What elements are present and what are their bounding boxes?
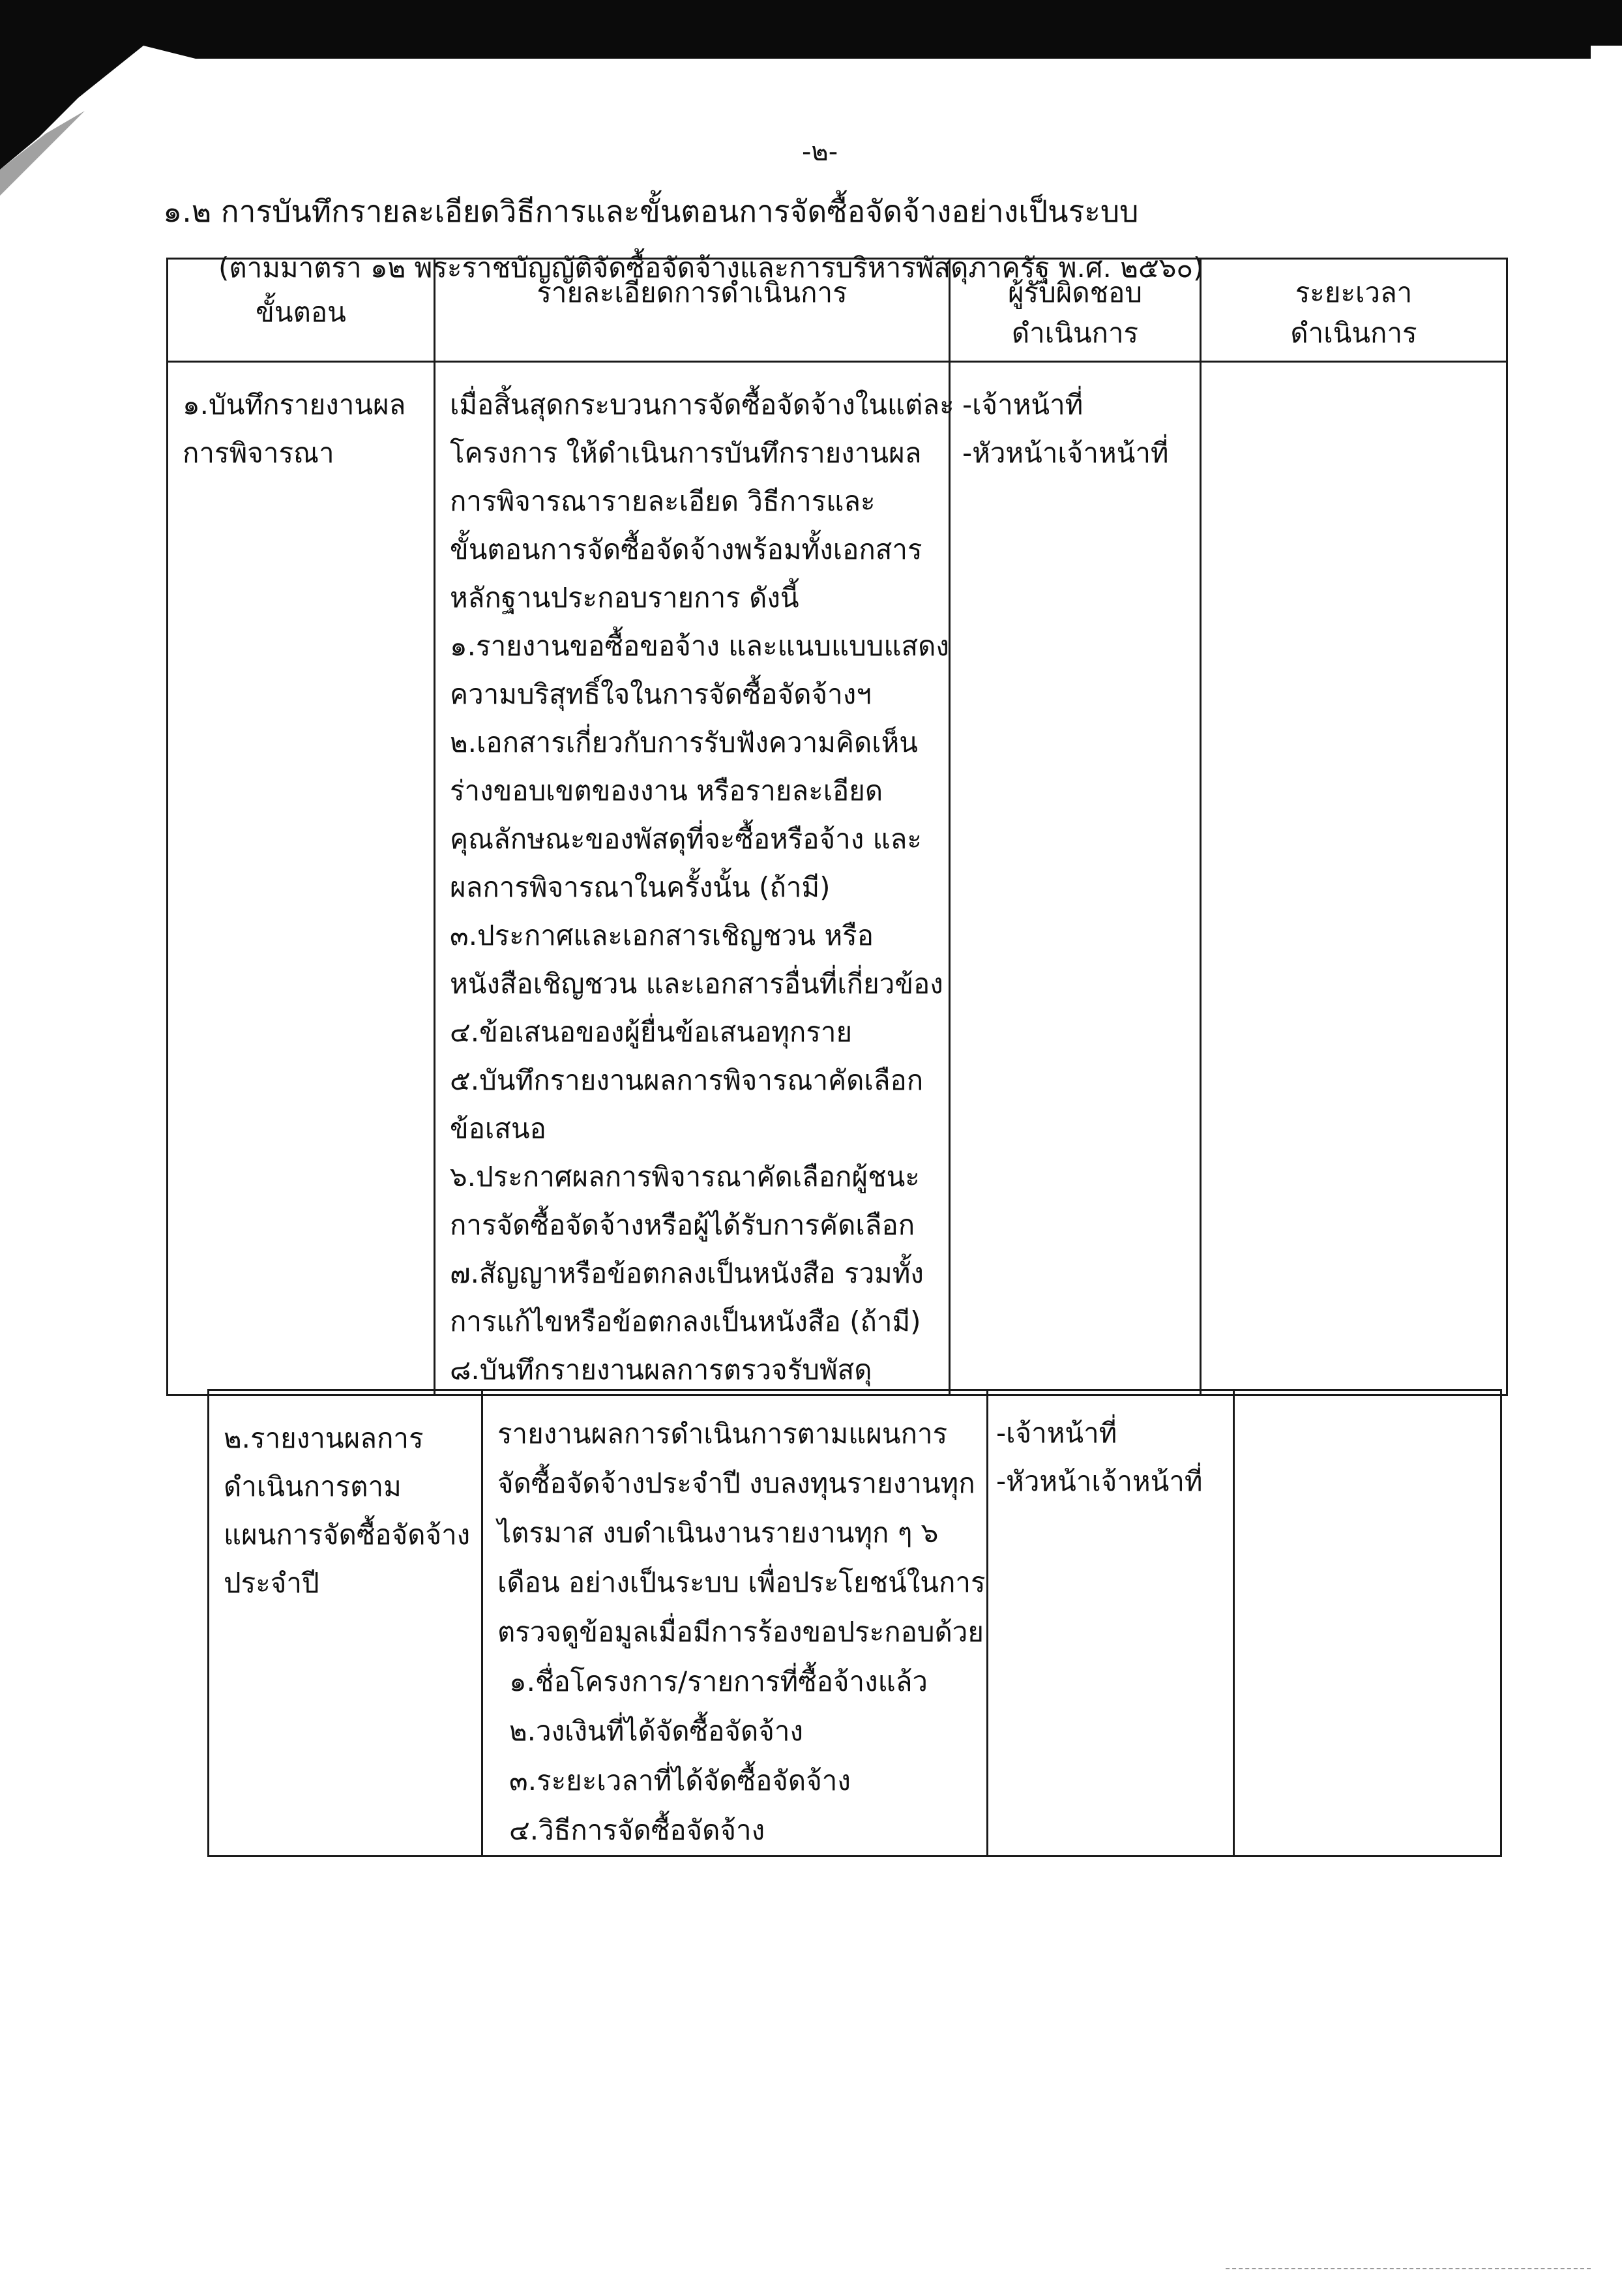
detail-line: ขั้นตอนการจัดซื้อจัดจ้างพร้อมทั้งเอกสาร — [450, 533, 922, 565]
step-cell — [209, 1390, 482, 1856]
detail-line: ๓.ประกาศและเอกสารเชิญชวน หรือ — [450, 919, 874, 951]
header-detail: รายละเอียดการดำเนินการ — [435, 259, 950, 362]
section-heading: ๑.๒ การบันทึกรายละเอียดวิธีการและขั้นตอนการจัดซื้อจัดจ้างอย่างเป็นระบบ — [163, 194, 1139, 229]
scan-noise — [1226, 2268, 1591, 2274]
detail-line: ๒.วงเงินที่ได้จัดซื้อจัดจ้าง — [509, 1715, 803, 1747]
duration-cell — [1234, 1390, 1501, 1856]
step-line: ดำเนินการตาม — [224, 1470, 402, 1502]
detail-line: ไตรมาส งบดำเนินงานรายงานทุก ๆ ๖ — [497, 1517, 939, 1549]
responsible-line: -หัวหน้าเจ้าหน้าที่ — [996, 1465, 1203, 1497]
detail-line: รายงานผลการดำเนินการตามแผนการ — [497, 1418, 948, 1450]
step-line: ประจำปี — [224, 1567, 319, 1599]
detail-line: ๕.บันทึกรายงานผลการพิจารณาคัดเลือก — [450, 1064, 924, 1096]
detail-line: การแก้ไขหรือข้อตกลงเป็นหนังสือ (ถ้ามี) — [450, 1305, 921, 1337]
detail-line: ๑.รายงานขอซื้อขอจ้าง และแนบแบบแสดง — [450, 630, 949, 662]
detail-line: ๗.สัญญาหรือข้อตกลงเป็นหนังสือ รวมทั้ง — [450, 1257, 924, 1289]
table-header-row — [168, 259, 1507, 362]
detail-line: คุณลักษณะของพัสดุที่จะซื้อหรือจ้าง และ — [450, 823, 922, 855]
responsible-cell — [988, 1390, 1234, 1856]
detail-line: ร่างขอบเขตของงาน หรือรายละเอียด — [450, 775, 883, 807]
table-row — [209, 1390, 1501, 1856]
detail-line: การพิจารณารายละเอียด วิธีการและ — [450, 485, 876, 517]
step-line: การพิจารณา — [183, 437, 334, 469]
detail-cell — [482, 1390, 988, 1856]
responsible-line: -หัวหน้าเจ้าหน้าที่ — [962, 437, 1169, 469]
detail-line: ๘.บันทึกรายงานผลการตรวจรับพัสดุ — [450, 1354, 872, 1386]
detail-line: ความบริสุทธิ์ใจในการจัดซื้อจัดจ้างฯ — [450, 678, 872, 710]
responsible-cell — [950, 362, 1201, 1395]
detail-line: การจัดซื้อจัดจ้างหรือผู้ได้รับการคัดเลือก — [450, 1209, 915, 1241]
detail-line: จัดซื้อจัดจ้างประจำปี งบลงทุนรายงานทุก — [497, 1467, 975, 1499]
detail-line: ผลการพิจารณาในครั้งนั้น (ถ้ามี) — [450, 871, 831, 903]
responsible-line: -เจ้าหน้าที่ — [962, 389, 1084, 421]
procurement-table-continued — [207, 1389, 1502, 1857]
duration-cell — [1201, 362, 1507, 1395]
detail-line: ๒.เอกสารเกี่ยวกับการรับฟังความคิดเห็น — [450, 726, 918, 758]
step-line: แผนการจัดซื้อจัดจ้าง — [224, 1519, 471, 1551]
step-cell — [168, 362, 435, 1395]
detail-line: ข้อเสนอ — [450, 1112, 546, 1144]
detail-cell — [435, 362, 954, 1395]
detail-line: ๖.ประกาศผลการพิจารณาคัดเลือกผู้ชนะ — [450, 1161, 920, 1193]
detail-line: ๓.ระยะเวลาที่ได้จัดซื้อจัดจ้าง — [509, 1765, 851, 1797]
detail-line: เดือน อย่างเป็นระบบ เพื่อประโยชน์ในการ — [497, 1566, 986, 1598]
responsible-line: -เจ้าหน้าที่ — [996, 1417, 1117, 1449]
detail-line: ๑.ชื่อโครงการ/รายการที่ซื้อจ้างแล้ว — [509, 1665, 928, 1697]
detail-line: ๔.วิธีการจัดซื้อจัดจ้าง — [509, 1814, 765, 1846]
step-line: ๑.บันทึกรายงานผล — [183, 389, 406, 421]
header-responsible: ผู้รับผิดชอบ ดำเนินการ — [950, 259, 1201, 362]
detail-line: โครงการ ให้ดำเนินการบันทึกรายงานผล — [450, 437, 922, 469]
detail-line: หนังสือเชิญชวน และเอกสารอื่นที่เกี่ยวข้อง — [450, 968, 943, 1000]
step-line: ๒.รายงานผลการ — [224, 1422, 424, 1454]
header-step: ขั้นตอน — [168, 259, 435, 362]
detail-line: ๔.ข้อเสนอของผู้ยื่นข้อเสนอทุกราย — [450, 1016, 853, 1048]
page-number: -๒- — [802, 137, 838, 167]
table-row — [168, 362, 1507, 1395]
section-subheading: (ตามมาตรา ๑๒ พระราชบัญญัติจัดซื้อจัดจ้างและการบริหารพัสดุภาครัฐ พ.ศ. ๒๕๖๐) — [218, 252, 1204, 284]
detail-line: ตรวจดูข้อมูลเมื่อมีการร้องขอประกอบด้วย — [497, 1616, 984, 1648]
header-duration: ระยะเวลา ดำเนินการ — [1201, 259, 1507, 362]
detail-line: หลักฐานประกอบรายการ ดังนี้ — [450, 582, 799, 614]
detail-line: เมื่อสิ้นสุดกระบวนการจัดซื้อจัดจ้างในแต่ละ — [450, 389, 954, 421]
procurement-table — [166, 258, 1508, 1396]
